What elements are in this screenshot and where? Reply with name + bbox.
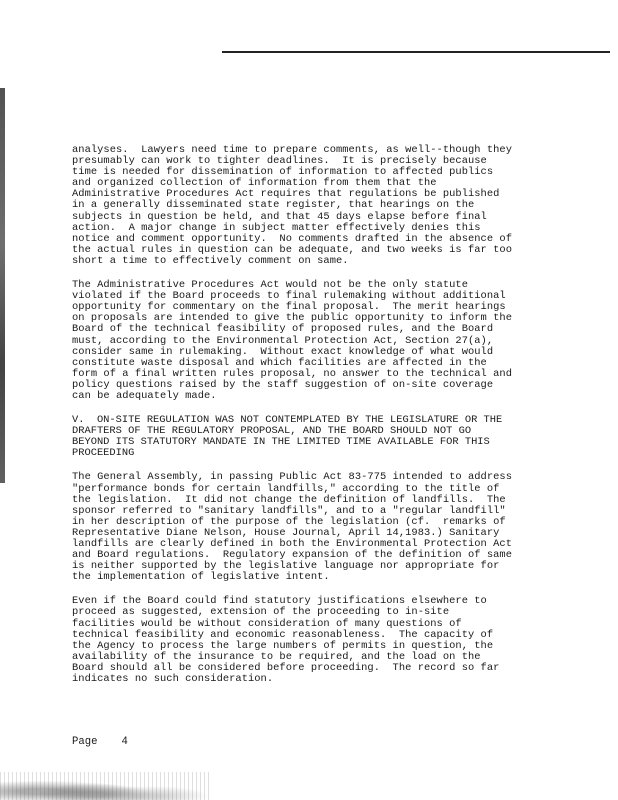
text-line: on proposals are intended to give the public opportunity to inform the (72, 312, 512, 325)
text-line: policy questions raised by the staff suggestion of on-site coverage (72, 378, 494, 391)
text-line: sponsor referred to "sanitary landfills", and to a "regular landfill" (72, 504, 506, 517)
text-line: action. A major change in subject matter effectively denies this (72, 221, 481, 234)
text-line: facilities would be without consideration of many questions of (72, 617, 462, 630)
text-line: proceed as suggested, extension of the proceeding to in-site (72, 606, 450, 619)
text-line: opportunity for commentary on the final proposal. The merit hearings (72, 301, 506, 314)
text-line: notice and comment opportunity. No comments drafted in the absence of (72, 232, 512, 245)
page-number: 4 (121, 736, 128, 748)
page-footer (72, 736, 128, 748)
text-line: technical feasibility and economic reasonableness. The capacity of (72, 628, 494, 641)
text-line: Representative Diane Nelson, House Journal, April 14,1983.) Sanitary (72, 526, 500, 539)
top-rule (222, 51, 610, 53)
text-line: form of a final written rules proposal, no answer to the technical and (72, 367, 512, 380)
text-line: presumably can work to tighter deadlines. It is precisely because (72, 155, 487, 168)
text-line: in a generally disseminated state register, that hearings on the (72, 199, 475, 212)
text-line: analyses. Lawyers need time to prepare comments, as well--though they (72, 144, 512, 156)
text-line: consider same in rulemaking. Without exact knowledge of what would (72, 345, 494, 358)
text-line: constitute waste disposal and which facilities are affected in the (72, 356, 487, 369)
text-line: Board of the technical feasibility of proposed rules, and the Board (72, 323, 494, 336)
paragraph-apa-violation (72, 280, 552, 402)
text-line: the Agency to process the large numbers of permits in question, the (72, 639, 494, 652)
text-line: the implementation of legislative intent. (72, 571, 330, 584)
scan-edge-mark (0, 88, 5, 483)
text-line: can be adequately made. (72, 389, 217, 402)
text-line: the legislation. It did not change the definition of landfills. The (72, 493, 506, 506)
page-label: Page (72, 736, 98, 748)
text-line: "performance bonds for certain landfills," according to the title of (72, 482, 500, 495)
section-heading-v (72, 415, 552, 459)
text-line: Administrative Procedures Act requires that regulations be published (72, 188, 500, 201)
text-line: The Administrative Procedures Act would not be the only statute (72, 279, 468, 292)
paragraph-general-assembly (72, 472, 552, 583)
scan-smudge (0, 772, 210, 800)
heading-line: DRAFTERS OF THE REGULATORY PROPOSAL, AND THE BOARD SHOULD NOT GO (72, 425, 472, 438)
text-line: and organized collection of information from them that the (72, 177, 437, 190)
text-line: in her description of the purpose of the legislation (cf. remarks of (72, 515, 506, 528)
text-line: landfills are clearly defined in both the Environmental Protection Act (72, 538, 512, 550)
heading-line: BEYOND ITS STATUTORY MANDATE IN THE LIMITED TIME AVAILABLE FOR THIS (72, 436, 490, 449)
text-line: subjects in question be held, and that 45 days elapse before final (72, 210, 487, 223)
text-line: violated if the Board proceeds to final rulemaking without additional (72, 290, 506, 303)
paragraph-comment-time (72, 145, 552, 267)
text-line: indicates no such consideration. (72, 673, 274, 686)
text-line: and Board regulations. Regulatory expansion of the definition of same (72, 549, 512, 562)
heading-line: PROCEEDING (72, 447, 135, 460)
document-body (72, 145, 552, 698)
text-line: availability of the insurance to be required, and the load on the (72, 650, 481, 663)
text-line: must, according to the Environmental Protection Act, Section 27(a), (72, 334, 494, 347)
text-line: Even if the Board could find statutory justifications elsewhere to (72, 595, 487, 608)
text-line: time is needed for dissemination of information to affected publics (72, 166, 494, 179)
text-line: the actual rules in question can be adequate, and two weeks is far too (72, 243, 512, 256)
text-line: is neither supported by the legislative language nor appropriate for (72, 560, 500, 573)
text-line: Board should all be considered before proceeding. The record so far (72, 661, 500, 674)
paragraph-statutory-justification (72, 596, 552, 685)
heading-line: V. ON-SITE REGULATION WAS NOT CONTEMPLATED BY THE LEGISLATURE OR THE (72, 414, 503, 427)
text-line: short a time to effectively comment on same. (72, 254, 349, 267)
text-line: The General Assembly, in passing Public Act 83-775 intended to address (72, 471, 512, 484)
